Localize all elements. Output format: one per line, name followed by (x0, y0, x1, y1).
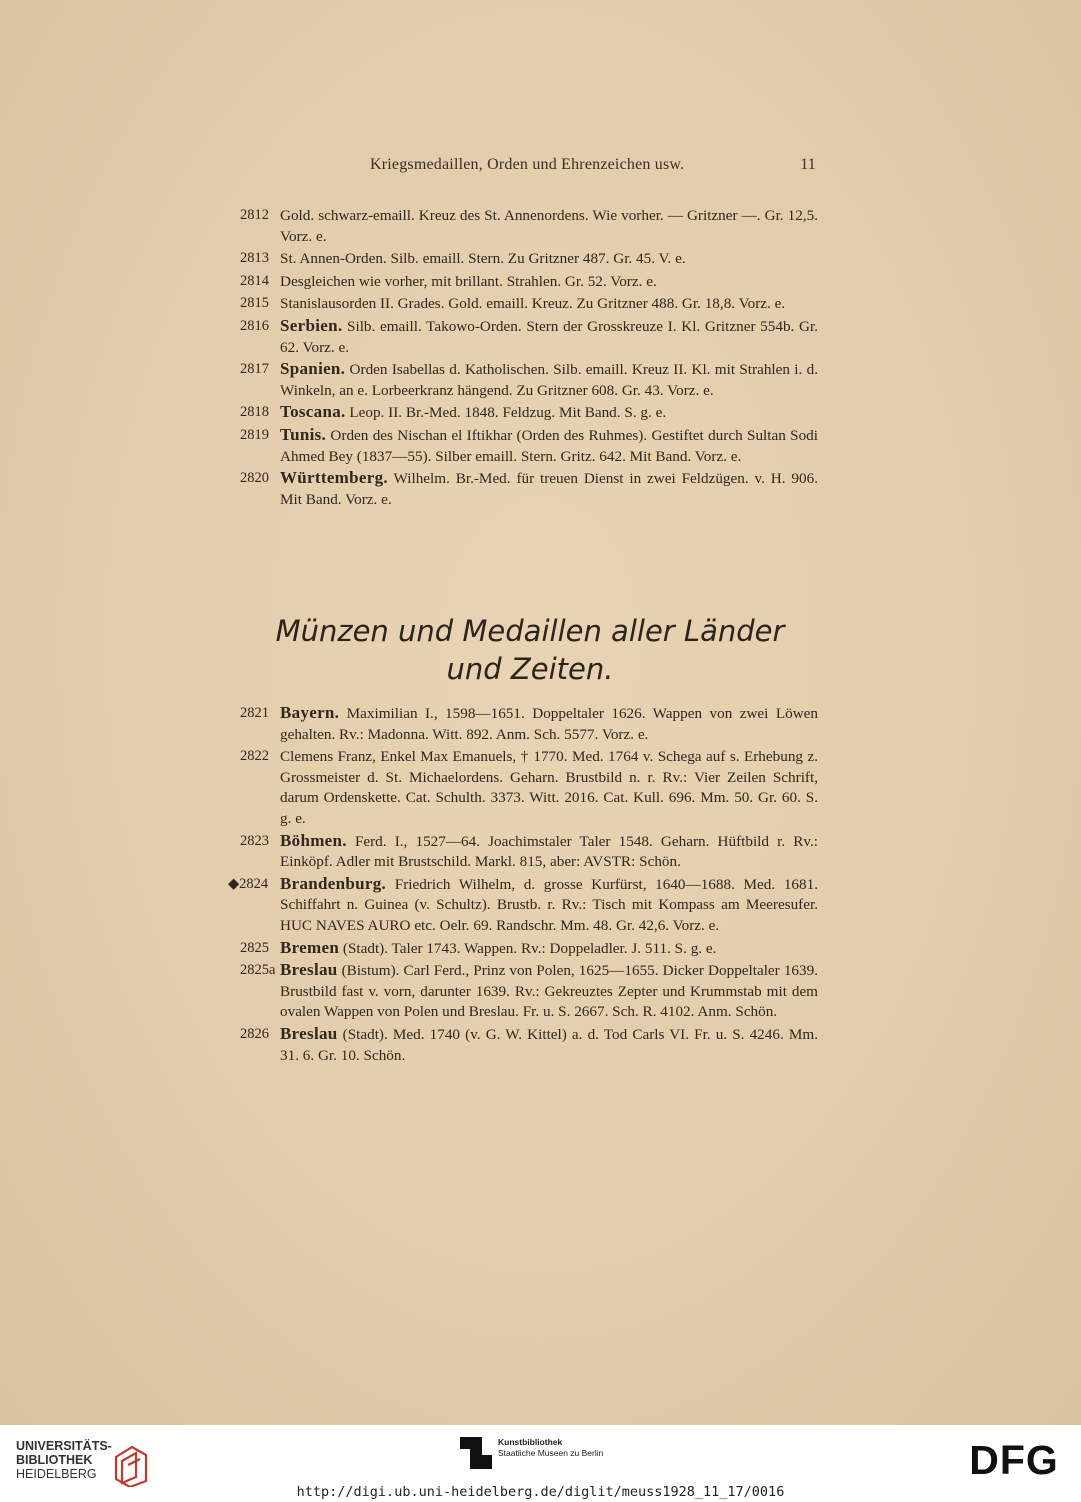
running-head-title: Kriegsmedaillen, Orden und Ehrenzeichen usw. (370, 156, 685, 173)
entry-text: Orden Isabellas d. Katholischen. Silb. emaill. Kreuz II. Kl. mit Strahlen i. d. Winkeln, an e. Lorbeerkranz hängend. Zu Gritzner 608. Gr. 43. Vorz. e. (280, 361, 818, 399)
entry-number: 2823 (240, 832, 269, 849)
catalog-entry (240, 1024, 818, 1066)
entry-text: Maximilian I., 1598—1651. Doppeltaler 1626. Wappen von zwei Löwen gehalten. Rv.: Madonna. Witt. 892. Anm. Sch. 5577. Vorz. e. (280, 705, 818, 743)
entry-text: (Bistum). Carl Ferd., Prinz von Polen, 1625—1655. Dicker Doppeltaler 1639. Brustbild fast v. vorn, darunter 1639. Rv.: Gekreuztes Zepter und Krummstab mit dem ovalen Wappen von Polen und Breslau. Fr. u. S. 2667. Sch. R. 4102. Anm. Schön. (280, 962, 818, 1021)
entry-heading: Breslau (280, 960, 338, 980)
library-emblem-icon (110, 1443, 150, 1487)
catalog-entry (240, 316, 818, 358)
section-title-line: Münzen und Medaillen aller Länder (275, 614, 785, 648)
catalog-entry (240, 205, 818, 247)
entry-number: 2826 (240, 1025, 269, 1042)
page-number: 11 (800, 156, 816, 173)
entry-number: 2822 (240, 748, 269, 765)
entry-number: 2821 (240, 705, 269, 721)
entries-top (240, 205, 818, 511)
library-name (16, 1439, 112, 1481)
kunstbibliothek-name (498, 1437, 603, 1459)
section-title-line: und Zeiten. (446, 652, 614, 686)
entry-text: Silb. emaill. Takowo-Orden. Stern der Grosskreuze I. Kl. Gritzner 554b. Gr. 62. Vorz. e. (280, 317, 818, 356)
entry-number: 2813 (240, 250, 269, 267)
entry-heading: Toscana. (280, 402, 346, 422)
catalog-entry (240, 746, 818, 829)
entry-number: 2825a (240, 962, 276, 979)
catalog-entry (240, 938, 818, 960)
entry-number: 2825 (240, 939, 269, 956)
source-url[interactable]: http://digi.ub.uni-heidelberg.de/diglit/meuss1928_11_17/0016 (296, 1484, 785, 1500)
section-title (260, 612, 800, 688)
entry-text: Desgleichen wie vorher, mit brillant. Strahlen. Gr. 52. Vorz. e. (280, 272, 657, 290)
catalog-entry (240, 831, 818, 873)
entry-text: Leop. II. Br.-Med. 1848. Feldzug. Mit Band. S. g. e. (345, 404, 667, 422)
heidelberg-library-logo[interactable] (16, 1439, 176, 1485)
entry-text: Stanislausorden II. Grades. Gold. emaill. Kreuz. Zu Gritzner 488. Gr. 18,8. Vorz. e. (280, 295, 786, 313)
entry-heading: Bremen (280, 937, 340, 957)
entry-heading: Tunis. (280, 424, 327, 444)
entry-text: Wilhelm. Br.-Med. für treuen Dienst in zwei Feldzügen. v. H. 906. Mit Band. Vorz. e. (280, 470, 818, 508)
entry-heading: Böhmen. (280, 830, 347, 850)
catalog-entry (240, 248, 818, 270)
entry-number: ◆2824 (228, 875, 269, 892)
catalog-entry (240, 425, 818, 467)
library-name-line: HEIDELBERG (16, 1467, 97, 1481)
dfg-logo[interactable] (962, 1440, 1066, 1480)
entries-bottom (228, 703, 818, 1067)
catalog-entry (240, 359, 818, 401)
entry-heading: Bayern. (280, 703, 340, 722)
entry-number: 2812 (240, 207, 269, 223)
entry-number: 2817 (240, 361, 269, 378)
kunstbibliothek-line: Kunstbibliothek (498, 1437, 563, 1447)
library-name-line: UNIVERSITÄTS- (16, 1439, 112, 1453)
catalog-entry (240, 271, 818, 293)
entry-text: Friedrich Wilhelm, d. grosse Kurfürst, 1640—1688. Med. 1681. Schiffahrt n. Guinea (v. Schultz). Brustb. r. Rv.: Tisch mit Kompass am Meeresufer. HUC NAVES AURO etc. Oelr. 69. Randschr. Mm. 48. Gr. 42,6. Vorz. e. (280, 875, 818, 934)
catalog-entry (240, 703, 818, 745)
entry-heading: Serbien. (280, 315, 343, 335)
kunstbibliothek-line: Staatliche Museen zu Berlin (498, 1448, 604, 1458)
footer-bar (0, 1425, 1081, 1502)
entry-text: Gold. schwarz-emaill. Kreuz des St. Annenordens. Wie vorher. — Gritzner —. Gr. 12,5. Vorz. e. (280, 207, 818, 245)
catalog-entry (240, 468, 818, 510)
entry-heading: Württemberg. (280, 468, 388, 488)
entry-text: St. Annen-Orden. Silb. emaill. Stern. Zu Gritzner 487. Gr. 45. V. e. (280, 250, 686, 268)
entry-number: 2816 (240, 317, 269, 334)
entry-number: 2815 (240, 295, 269, 312)
catalog-entry (240, 402, 818, 424)
entry-text: Clemens Franz, Enkel Max Emanuels, † 1770. Med. 1764 v. Schega auf s. Erhebung z. Grossmeister d. St. Michaelordens. Geharn. Brustbild n. r. Rv.: Vier Zeilen Schrift, darum Ordenskette. Cat. Schulth. 3373. Witt. 2016. Cat. Kull. 696. Mm. 50. Gr. 60. S. g. e. (280, 748, 818, 827)
dfg-logo-text: DFG (969, 1440, 1059, 1480)
library-name-line: BIBLIOTHEK (16, 1453, 93, 1467)
entry-text: (Stadt). Med. 1740 (v. G. W. Kittel) a. d. Tod Carls VI. Fr. u. S. 4246. Mm. 31. 6. Gr. 10. Schön. (280, 1025, 818, 1064)
entry-number: 2818 (240, 404, 269, 421)
entry-text: Orden des Nischan el Iftikhar (Orden des Ruhmes). Gestiftet durch Sultan Sodi Ahmed Bey (1837—55). Silber emaill. Stern. Gritz. 642. Mit Band. Vorz. e. (280, 426, 818, 465)
entry-number: 2820 (240, 470, 269, 487)
entry-heading: Breslau (280, 1023, 338, 1043)
entry-text: (Stadt). Taler 1743. Wappen. Rv.: Doppeladler. J. 511. S. g. e. (339, 939, 717, 957)
entry-number: 2819 (240, 426, 269, 443)
kunstbibliothek-logo[interactable] (460, 1437, 660, 1469)
kunstbibliothek-mark-icon (460, 1437, 492, 1469)
entry-number: 2814 (240, 272, 269, 289)
entry-text: Ferd. I., 1527—64. Joachimstaler Taler 1548. Geharn. Hüftbild r. Rv.: Einköpf. Adler mit Brustschild. Markl. 815, aber: AVSTR: Schön. (280, 832, 818, 871)
catalog-entry (228, 873, 818, 937)
catalog-entry (240, 293, 818, 315)
catalog-entry (240, 960, 818, 1023)
entry-heading: Brandenburg. (280, 873, 387, 893)
entry-heading: Spanien. (280, 359, 346, 379)
